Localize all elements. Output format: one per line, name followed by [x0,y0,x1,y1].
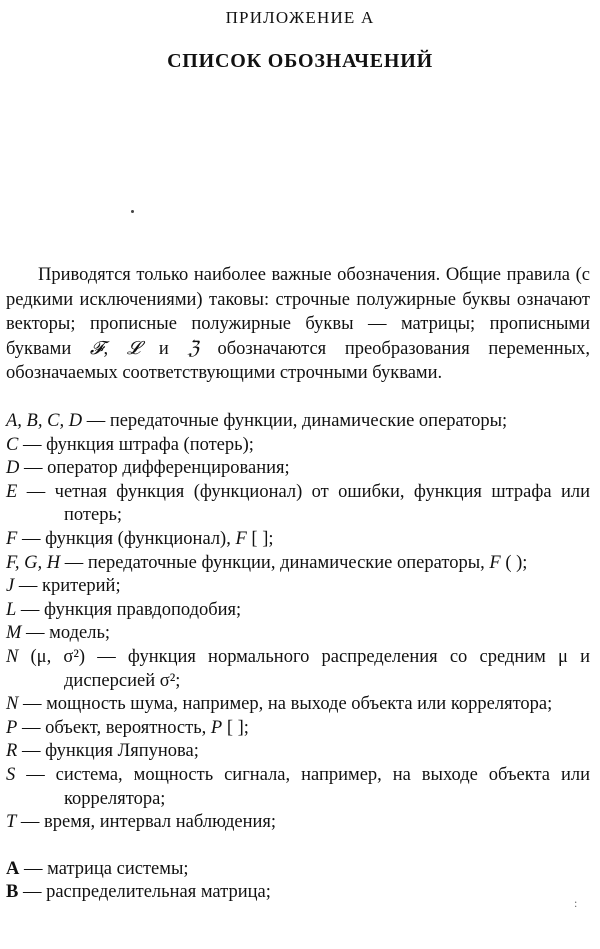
script-l-symbol: 𝓛 [126,337,141,359]
definitions-list [6,410,590,905]
definition-item [6,552,590,576]
definition-item [6,457,590,481]
symbol: N [6,694,19,715]
definition-text: — критерий; [14,576,121,597]
definition-item [6,693,590,717]
definition-text: — функция Ляпунова; [17,741,199,762]
definition-item [6,764,590,811]
definition-text: — передаточные функции, динамические операторы, [60,552,490,573]
definition-text: — оператор дифференцирования; [19,458,290,479]
definition-text: — время, интервал наблюдения; [16,812,277,833]
margin-mark: : [574,896,578,910]
bold-symbol: A [6,858,20,879]
definition-text: — функция (функционал), [17,528,236,549]
definition-text: — функция штрафа (потерь); [18,434,254,455]
symbol: S [6,764,16,785]
appendix-label: ПРИЛОЖЕНИЕ А [225,8,375,27]
symbol: P [6,717,18,738]
definition-item [6,599,590,623]
symbol: N [6,646,19,667]
definition-item [6,481,590,528]
symbol: C [6,434,19,455]
definition-text: — передаточные функции, динамические операторы; [82,411,508,431]
definition-text: [ ]; [222,717,249,738]
definition-item [6,528,590,552]
intro-text-2: обозначаются преобразования переменных, обозначаемых соответствующими строчными буквами. [6,338,590,383]
symbol: T [6,812,17,833]
symbol: D [6,458,20,479]
symbol: F [6,528,18,549]
matrix-definition-item [6,858,590,882]
definition-text: ( ); [500,552,528,573]
symbol: E [6,481,18,502]
definition-item [6,717,590,741]
symbol: P [210,717,223,738]
definition-item [6,646,590,693]
definition-item [6,410,590,434]
intro-and: и [140,338,188,359]
definition-item [6,575,590,599]
definition-text: — система, мощность сигнала, например, на выходе объекта или коррелятора; [15,764,590,809]
definition-text: — четная функция (функционал) от ошибки, функция штрафа или потерь; [17,481,590,526]
page-title: СПИСОК ОБОЗНАЧЕНИЙ [167,50,433,72]
print-speck [131,210,134,213]
definition-text: (μ, σ²) — функция нормального распределения со средним μ и дисперсией σ²; [18,646,590,691]
definition-text: — объект, вероятность, [17,717,211,738]
definition-text: — функция правдоподобия; [16,599,242,620]
definition-text: — модель; [21,623,111,644]
definition-item [6,811,590,835]
symbol: J [6,576,15,597]
definition-item [6,434,590,458]
definition-item [6,622,590,646]
intro-text-1: Приводятся только наиболее важные обозначения. Общие правила (с редкими исключениями) таковы: строчные полужирные буквы означают векторы; прописные полужирные буквы — матрицы; прописными буквами [6,265,590,359]
intro-paragraph [6,263,590,386]
bold-symbol: B [6,882,19,903]
definition-text: — распределительная матрица; [18,882,271,903]
symbol: M [6,623,22,644]
intro-sep: , [103,338,127,359]
symbol: F [489,552,501,573]
symbol: L [6,599,17,620]
definition-text: [ ]; [246,528,274,549]
script-f-symbol: 𝓕 [89,337,104,359]
symbol: R [6,741,18,762]
matrix-definition-item [6,881,590,905]
definition-text: — мощность шума, например, на выходе объекта или коррелятора; [18,694,553,715]
symbol: F, G, H [6,552,61,573]
symbol: F [235,528,247,549]
definition-text: — матрица системы; [19,858,189,879]
script-z-symbol: ℨ [187,337,199,359]
symbol: A, B, C, D [6,411,83,431]
definition-item [6,740,590,764]
